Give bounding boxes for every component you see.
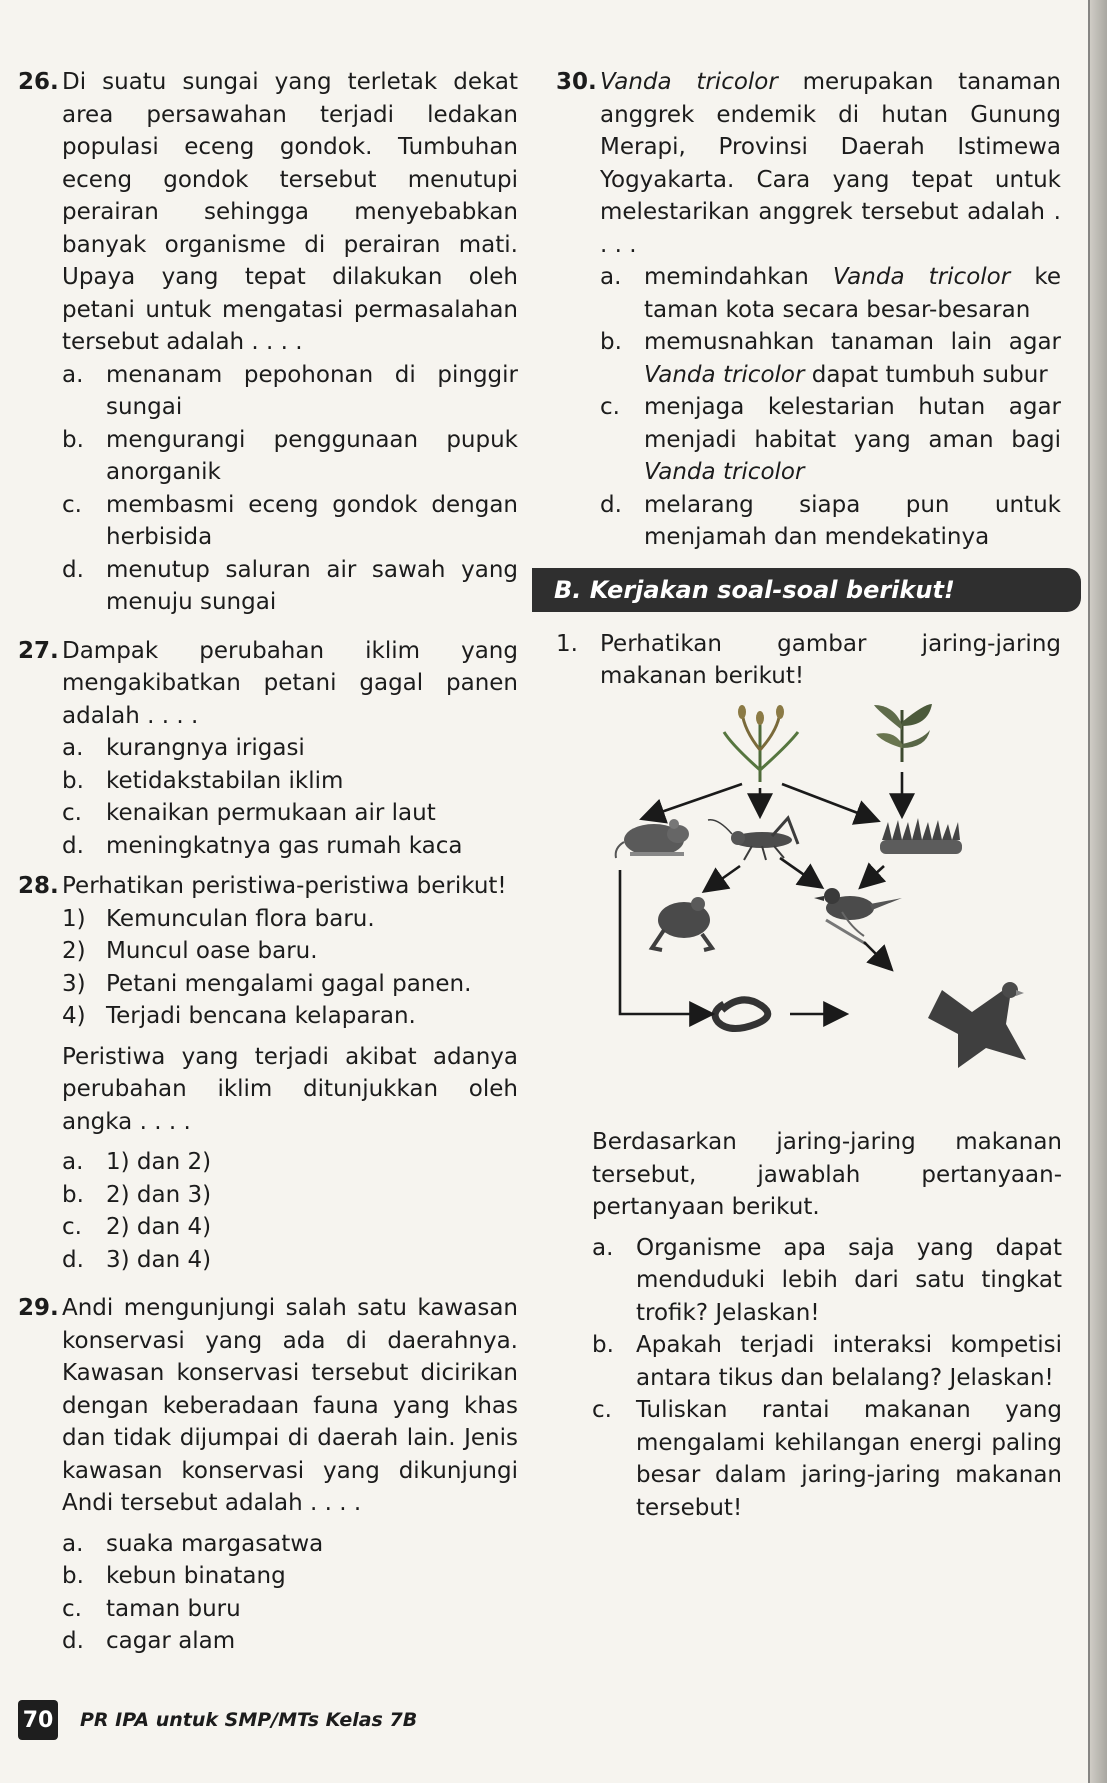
option-c[interactable]: c. taman buru [62, 1595, 241, 1622]
sub-question-a: a. Organisme apa saja yang dapat menduduki lebih dari satu tingkat trofik? Jelaskan! [592, 1234, 1062, 1326]
event-item: 1) Kemunculan flora baru. [62, 905, 375, 932]
question-text: Di suatu sungai yang terletak dekat area persawahan terjadi ledakan populasi eceng gondok. Tumbuhan eceng gondok tersebut menutupi perairan sehingga menyebabkan banyak organisme di perairan mati. Upaya yang tepat dilakukan oleh petani untuk mengatasi permasalahan tersebut adalah . . . . [62, 69, 518, 355]
question-prompt: Peristiwa yang terjadi akibat adanya perubahan iklim ditunjukkan oleh angka . . . . [62, 1043, 518, 1135]
essay-question-1-continued [592, 1126, 1062, 1524]
bird-icon [814, 888, 902, 944]
option-d[interactable]: d. cagar alam [62, 1628, 236, 1654]
section-b-heading: B. Kerjakan soal-soal berikut! [532, 568, 1081, 612]
question-29 [18, 1292, 518, 1658]
option-b[interactable]: b. kebun binatang [62, 1563, 286, 1589]
option-a[interactable]: a. suaka margasatwa [62, 1530, 324, 1557]
question-text: Dampak perubahan iklim yang mengakibatkan petani gagal panen adalah . . . . [62, 637, 518, 729]
option-a[interactable]: a. kurangnya irigasi [62, 735, 305, 761]
food-web-arrows [620, 772, 902, 1014]
grass-icon [880, 818, 962, 854]
sub-question-b: b. Apakah terjadi interaksi kompetisi antara tikus dan belalang? Jelaskan! [592, 1332, 1062, 1391]
question-text: Perhatikan peristiwa-peristiwa berikut! [62, 873, 507, 899]
arrow-bird-to-eagle [864, 942, 890, 968]
rat-icon [616, 819, 689, 858]
book-title: PR IPA untuk SMP/MTs Kelas 7B [80, 1709, 418, 1731]
question-text: Vanda tricolor merupakan tanaman anggrek endemik di hutan Gunung Merapi, Provinsi Daerah Istimewa Yogyakarta. Cara yang tepat untuk melestarikan anggrek tersebut adalah . . . . [600, 69, 1061, 258]
question-27 [18, 635, 518, 863]
question-text: Perhatikan gambar jaring-jaring makanan berikut! [600, 630, 1061, 689]
rice-plant-icon [724, 705, 798, 782]
question-number: 30. [556, 69, 597, 95]
snake-icon [715, 1000, 768, 1029]
arrow-grass-to-bird [862, 866, 884, 886]
option-b[interactable]: b. memusnahkan tanaman lain agar Vanda tricolor dapat tumbuh subur [600, 329, 1061, 388]
option-c[interactable]: c. menjaga kelestarian hutan agar menjadi habitat yang aman bagi Vanda tricolor [600, 394, 1061, 485]
page-edge [1090, 0, 1107, 1783]
arrow-rice-to-rat [644, 784, 742, 818]
sub-question-c: c. Tuliskan rantai makanan yang mengalami kehilangan energi paling besar dalam jaring-jaring makanan tersebut! [592, 1397, 1062, 1521]
options [62, 359, 518, 619]
question-number: 26. [18, 69, 59, 95]
option-c[interactable]: c. kenaikan permukaan air laut [62, 800, 436, 826]
grasshopper-icon [708, 818, 798, 860]
page-number: 70 [18, 1700, 58, 1740]
question-number: 1. [556, 630, 578, 657]
option-d[interactable]: d. melarang siapa pun untuk menjamah dan mendekatinya [600, 491, 1061, 550]
option-b[interactable]: b. mengurangi penggunaan pupuk anorganik [62, 426, 518, 485]
essay-question-1 [556, 628, 1061, 693]
species-name: Vanda tricolor [600, 69, 778, 95]
options [600, 261, 1061, 554]
right-column [556, 66, 1061, 693]
frog-icon [652, 897, 712, 950]
leafy-plant-icon [874, 704, 932, 762]
arrow-rice-to-grass-area [782, 784, 876, 820]
question-28 [18, 870, 518, 1276]
question-26 [18, 66, 518, 619]
option-d[interactable]: d. menutup saluran air sawah yang menuju sungai [62, 556, 518, 615]
event-item: 2) Muncul oase baru. [62, 938, 318, 964]
option-c[interactable]: c. membasmi eceng gondok dengan herbisida [62, 491, 518, 550]
options [62, 732, 518, 862]
option-a[interactable]: a. 1) dan 2) [62, 1149, 212, 1175]
option-a[interactable]: a. memindahkan Vanda tricolor ke taman kota secara besar-besaran [600, 264, 1061, 323]
eagle-icon [928, 982, 1026, 1068]
arrow-grasshopper-to-bird [780, 858, 820, 886]
food-web-diagram [612, 690, 1052, 1120]
option-d[interactable]: d. meningkatnya gas rumah kaca [62, 832, 463, 859]
left-column [18, 66, 518, 1658]
question-30 [556, 66, 1061, 554]
question-number: 27. [18, 637, 59, 664]
option-d[interactable]: d. 3) dan 4) [62, 1246, 212, 1273]
option-b[interactable]: b. 2) dan 3) [62, 1181, 212, 1208]
event-item: 3) Petani mengalami gagal panen. [62, 970, 472, 997]
event-item: 4) Terjadi bencana kelaparan. [62, 1003, 416, 1029]
question-number: 28. [18, 873, 59, 899]
options [62, 1528, 518, 1658]
question-text: Andi mengunjungi salah satu kawasan konservasi yang ada di daerahnya. Kawasan konservasi tersebut dicirikan dengan keberadaan fauna yang khas dan tidak dijumpai di daerah lain. Jenis kawasan konservasi yang dikunjungi Andi tersebut adalah . . . . [62, 1295, 518, 1516]
question-instruction: Berdasarkan jaring-jaring makanan tersebut, jawablah pertanyaan-pertanyaan berikut. [592, 1129, 1062, 1220]
options [62, 1146, 518, 1276]
arrow-rat-to-snake [620, 870, 710, 1014]
page-footer [18, 1700, 417, 1740]
question-number: 29. [18, 1295, 59, 1321]
option-b[interactable]: b. ketidakstabilan iklim [62, 767, 344, 794]
option-a[interactable]: a. menanam pepohonan di pinggir sungai [62, 361, 518, 420]
event-list [62, 903, 518, 1033]
arrow-grasshopper-to-frog [706, 866, 740, 890]
option-c[interactable]: c. 2) dan 4) [62, 1214, 212, 1240]
